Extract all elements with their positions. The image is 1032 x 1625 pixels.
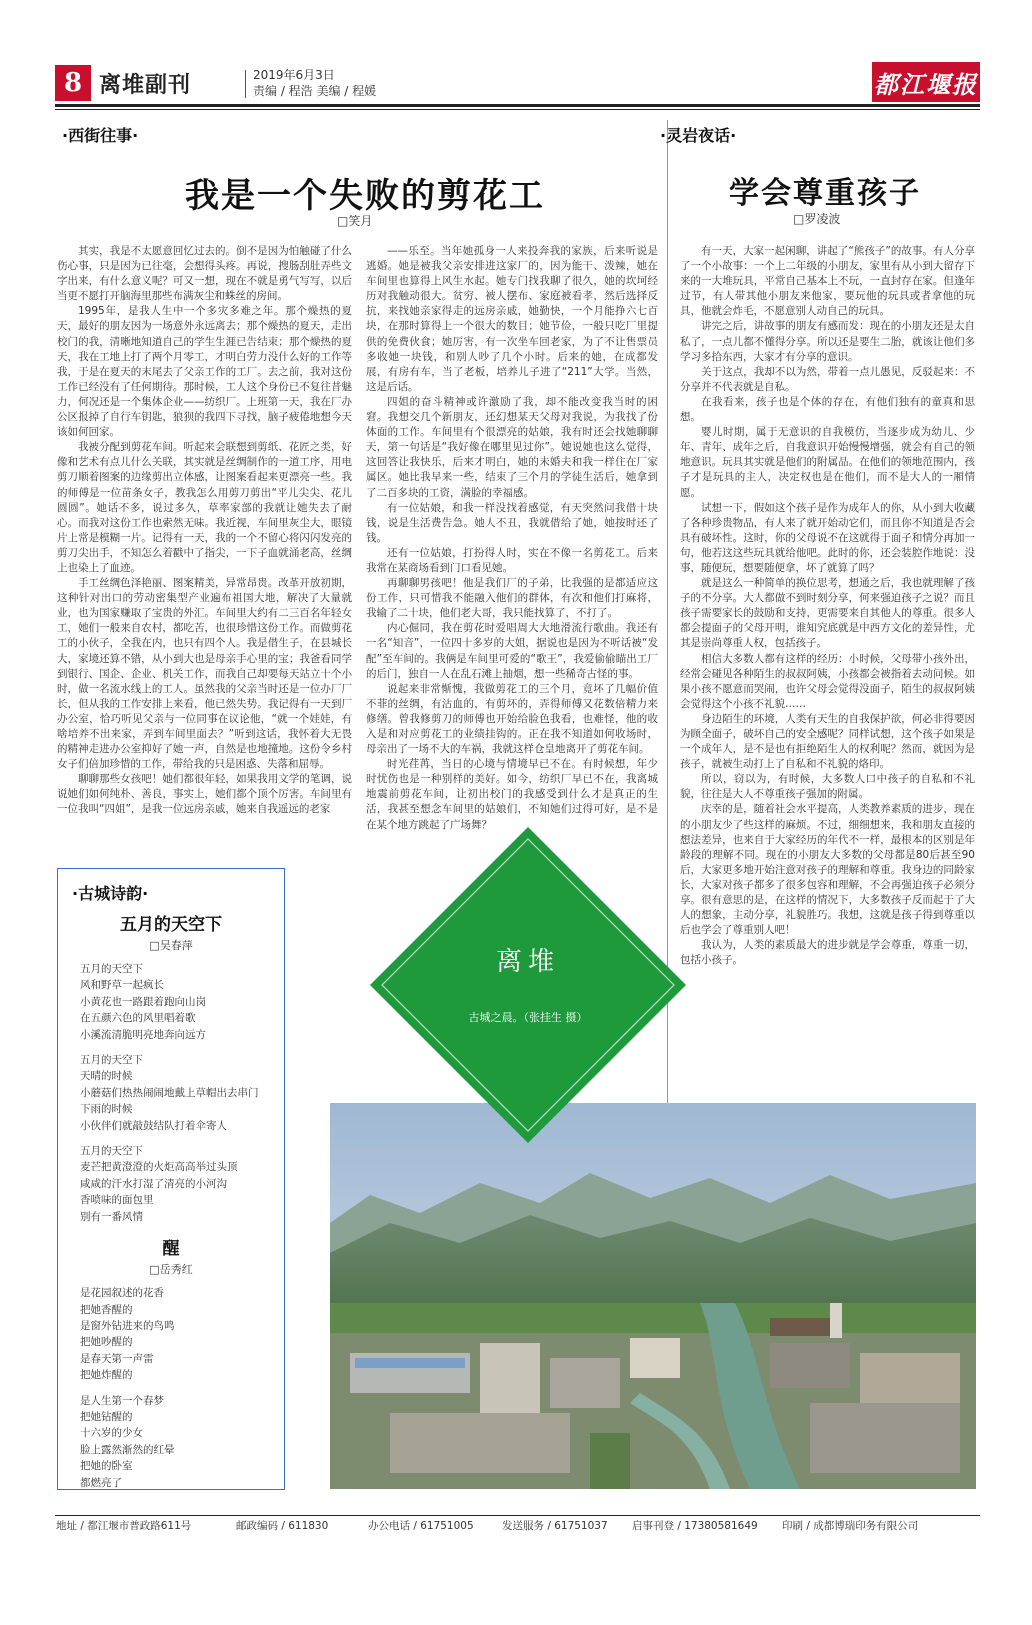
page-footer (56, 1518, 980, 1534)
footer-printer: 印刷 / 成都博瑞印务有限公司 (782, 1520, 919, 1532)
poem1-body (72, 961, 270, 1225)
column-tag-left: ·西街往事· (62, 126, 139, 145)
city-aerial-photo (330, 1103, 976, 1489)
article-paragraph: 有一天，大家一起闲聊，讲起了“熊孩子”的故事。有人分享了一个小故事：一个上二年级的小朋友，家里有从小到大留存下来的一大堆玩具，平常自己基本上不玩，一直封存在家。但逢年过节，有人带其他小朋友来他家，要玩他的玩具或者拿他的玩具，他就会炸毛，不愿意别人动自己的玩具。 (680, 245, 975, 318)
article-paragraph: 我被分配到剪花车间。听起来会联想到剪纸、花匠之类，好像和艺术有点儿什么关联，其实就是丝绸制作的一道工序，用电剪刀顺着图案的边缘剪出立体感，让图案看起来更漂亮一些。我的师傅是一位苗条女子，教我怎么用剪刀剪出“平儿尖尖、花儿圆圆”。她话不多，说过多久，草率家部的我就让她失去了耐心。而我对这份工作也索然无味。我近视，车间里灰尘大，眼镜片上常是模糊一片。记得有一天，我的一个不留心将闪闪发亮的剪刀尖出手，不知怎么着戳中了指尖，一下子血就涌老高，丝绸上也染上了血迹。 (57, 441, 352, 574)
article-paragraph: 身边陌生的环境，人类有天生的自我保护欲，何必非得要因为顾全面子，破坏自己的安全感呢？同样试想，这个孩子如果是一个成年人，是不是也有拒绝陌生人的权利呢？然而，就因为是孩子，就被生动打上了自私和不礼貌的烙印。 (680, 712, 975, 771)
poem-line: 五月的天空下 (80, 1054, 143, 1067)
poem-line: 麦芒把黄澄澄的火炬高高举过头顶 (80, 1161, 238, 1174)
article-paragraph: ——乐至。当年她孤身一人来投奔我的家族，后来听说是逃婚。她是被我父亲安排进这家厂的，因为能干、泼辣，她在车间里也算得上风生水起。她专门找我聊了很久，她的坎坷经历对我触动很大。贫穷、被人摆布、家庭被看孝，然后选择反抗，来找她亲家得走的远房亲戚，她勤快，一个月能挣六七百块，在那时算得上一个很大的数目；她节俭，一般只吃厂里提供的免费伙食；她厉害，有一次坐车回老家，为了不让售票员多收她一块钱，和别人吵了几个小时。后来的她，在成都发展，有房有车，当了老板，培养儿子进了“211”大学。当然，这是后话。 (366, 245, 658, 393)
poem2-body (72, 1285, 270, 1491)
poem2-author: □岳秀红 (149, 1263, 193, 1277)
city-aerial-illustration (330, 1103, 976, 1489)
poem-line: 把她的卧室 (80, 1460, 133, 1473)
poem-line: 是人生第一个春梦 (80, 1394, 164, 1407)
photo-caption: 古城之晨。（张挂生 摄） (468, 1011, 588, 1024)
article-paragraph: 再聊聊男孩吧！他是我们厂的子弟，比我强的是都适应这份工作，只可惜我不能融入他们的群体，有次和他们打麻将，我输了二十块，他们老大哥，我只能找算了，不打了。 (366, 577, 658, 620)
header-divider (245, 70, 246, 98)
article-paragraph: 在我看来，孩子也是个体的存在，有他们独有的童真和思想。 (680, 395, 975, 424)
article-paragraph: 1995年，是我人生中一个多灾多难之年。那个燥热的夏天，最好的朋友因为一场意外永远离去；那个燥热的夏天，走出校门的我，清晰地知道自己的学生生涯已告结束；那个燥热的夏天，我在工地上打了两个月零工，才明白劳力没什么好的工作等我，于是在夏天的末尾去了父亲工作的工厂。去之前，我对这份工作已经没有了任何期待。那时候，工人这个身份已不复往昔魅力，何况还是一个集体企业——纺织厂。上班第一天，我在厂办公区报掉了自行车钥匙，狼狈的我四下寻找，脑子疲倦地想今天该如何回家。 (57, 305, 352, 439)
article-paragraph: 有一位姑娘，和我一样没找着感觉，有天突然问我借十块钱，说是生活费告急。她人不丑，我就借给了她，她按时还了钱。 (366, 501, 658, 544)
poem-stanza (72, 961, 270, 1043)
poem-stanza (72, 1393, 270, 1491)
right-article-body (680, 244, 975, 1096)
newspaper-logo: 都江堰报 (872, 62, 980, 102)
poem-stanza (72, 1285, 270, 1383)
poem-line: 是春天第一声雷 (80, 1352, 154, 1365)
diamond-title: 离堆 (495, 947, 560, 977)
poem-box (57, 868, 285, 1490)
poem-line: 香喷味的面包里 (80, 1194, 154, 1207)
right-article-byline: □罗凌波 (793, 212, 841, 226)
right-article-title: 学会尊重孩子 (729, 176, 921, 211)
poem-line: 脸上露然渐然的红晕 (80, 1443, 175, 1456)
poem-line: 把她钻醒的 (80, 1410, 133, 1423)
lidui-diamond-emblem (368, 825, 688, 1145)
poem-line: 把她吵醒的 (80, 1336, 133, 1349)
page-header (55, 62, 980, 102)
poem2-title: 醒 (162, 1239, 180, 1260)
editors: 责编 / 程浩 美编 / 程媛 (253, 84, 377, 98)
article-paragraph: 我认为，人类的素质最大的进步就是学会尊重，尊重一切，包括小孩子。 (680, 939, 975, 967)
poem-line: 在五颜六色的风里唱着歌 (80, 1012, 196, 1025)
header-rule-thin (55, 109, 980, 110)
footer-address: 地址 / 都江堰市普政路611号 (56, 1520, 192, 1532)
article-paragraph: 内心倔同，我在剪花时爱唱周大大地滑流行歌曲。我还有一名“知音”，一位四十多岁的大姐，据说也是因为不听话被“发配”至车间的。我俩是车间里可爱的“歌王”，我爱偷偷瞄出工厂的后门，独自一人在乱石滩上抽烟，想一些稀奇古怪的事。 (366, 622, 658, 680)
article-paragraph: 庆幸的是，随着社会水平提高，人类教养素质的进步，现在的小朋友少了些这样的麻烦。不过，细细想来，我和朋友直接的想法差异，也来自于大家经历的年代不一样，最根本的区别是年龄段的理解不同。现在的小朋友大多数的父母都是80后甚至90后，大家更多地开始注意对孩子的理解和尊重。我身边的同龄家长，大家对孩子都多了很多包容和理解，不会再强迫孩子必须分享。很有意思的是，在这样的情况下，大多数孩子反而起于了大人的想象，主动分享，礼貌胜巧。我想，这就是孩子得到尊重以后也学会了尊重别人吧！ (680, 803, 975, 937)
article-paragraph: 婴儿时期，属于无意识的自我模仿，当逐步成为幼儿、少年、青年、成年之后，自我意识开始慢慢增强，就会有自己的领地意识。玩具其实就是他们的附属品。在他们的领地范围内，孩子才是玩具的主人，决定权也是在他们，而不是大人的一厢情愿。 (680, 426, 975, 499)
footer-office-phone: 办公电话 / 61751005 (368, 1520, 474, 1532)
article-paragraph: 就是这么一种简单的换位思考，想通之后，我也就理解了孩子的不分享。大人都做不到时刻分享，何来强迫孩子之说？而且孩子需要家长的鼓励和支持，更需要来自其他人的尊重。很多人都会提面子的父母开明，谁知究底就是中西方文化的差异性，尤其是崇尚尊重人权，包括孩子。 (680, 577, 975, 650)
section-name: 离堆副刊 (99, 73, 192, 98)
article-paragraph: 其实，我是不太愿意回忆过去的。倒不是因为怕触碰了什么伤心事，只是因为已往毫，会想得头疼。再说，搜肠刮肚弄些文字出来，有什么意义呢？可又一想，现在不就是勇气写写，以后当更不愿打开脑海里那些布满灰尘和蛛丝的房间。 (57, 245, 352, 303)
article-paragraph: 四姐的奋斗精神或许激励了我，却不能改变我当时的困窘。我想交几个新朋友，还幻想某天父母对我说，为我找了份体面的工作。车间里有个很漂亮的姑娘，我有时还会找她聊聊天，第一句话是“我好像在哪里见过你”。她说她也这么觉得，这回答让我快乐，后来才明白，她的未婚夫和我一样住在厂家属区。她比我早来一些，结束了三个月的学徒生活后，她拿到了二百多块的工资，满脸的幸福感。 (366, 395, 658, 499)
poem-line: 五月的天空下 (80, 1145, 143, 1158)
poem-line: 十六岁的少女 (80, 1427, 143, 1440)
page-number: 8 (55, 65, 91, 101)
poem-line: 都燃亮了 (80, 1476, 122, 1489)
issue-date: 2019年6月3日 (253, 68, 335, 82)
article-paragraph: 试想一下，假如这个孩子是作为成年人的你，从小到大收藏了各种珍贵物品，有人来了就开始动它们，而且你不知道是否会具有破坏性。这时，你的父母说不在这就得于面子和情分再加一句，他若这这些玩具就给他吧。此时的你，还会装腔作地说：没事，随便玩，想要随便拿，坏了就算了吗？ (680, 501, 975, 574)
left-article-byline: □笑月 (337, 214, 373, 228)
footer-rule (55, 1515, 980, 1516)
poem-line: 下雨的时候 (80, 1103, 133, 1116)
poem-line: 天晴的时候 (80, 1070, 133, 1083)
poem-line: 是窗外钻进来的鸟鸣 (80, 1319, 175, 1332)
article-paragraph: 时光荏苒，当日的心境与情境早已不在。有时候想，年少时忧伤也是一种别样的美好。如今，纺织厂早已不在，我离城地震前剪花车间，让初出校门的我感受到什么才是真正的生活，我甚至想念车间里的姑娘们，不知她们过得可好，是不是在某个地方跳起了广场舞？ (366, 758, 658, 831)
footer-postal: 邮政编码 / 611830 (236, 1520, 329, 1532)
poem-column-tag: ·古城诗韵· (72, 884, 149, 903)
poem-stanza (72, 1143, 270, 1225)
footer-ad-phone: 启事刊登 / 17380581649 (632, 1520, 758, 1532)
footer-distribution: 发送服务 / 61751037 (502, 1520, 608, 1532)
poem-line: 小黄花也一路跟着跑向山岗 (80, 995, 206, 1008)
article-paragraph: 说起来非常惭愧，我做剪花工的三个月，竟坏了几幅价值不菲的丝绸，有沾血的，有剪坏的，弄得师傅又花数倍精力来修缮。曾我修剪刀的师傅也开始给脸色我看，也难怪，他的收入是和对应剪花工的业绩挂钩的。正在我不知道如何收场时，母亲出了一场不大的车祸，我就这样仓皇地离开了剪花车间。 (366, 682, 658, 756)
left-article-column-1 (57, 244, 352, 844)
article-paragraph: 还有一位姑娘，打扮得人时，实在不像一名剪花工。后来我常在某商场看到门口看见她。 (366, 546, 658, 574)
poem-line: 风和野草一起疯长 (80, 979, 164, 992)
article-paragraph: 相信大多数人都有这样的经历：小时候，父母带小孩外出，经常会碰见各种陌生的叔叔阿姨，小孩都会被指着去动问候。如果小孩不愿意而哭闹，也许父母会觉得没面子，陌生的叔叔阿姨会觉得这个小孩不礼貌…… (680, 652, 975, 710)
left-article-column-2 (366, 244, 658, 844)
poem-line: 把她香醒的 (80, 1303, 133, 1316)
article-paragraph: 所以，窃以为，有时候，大多数人口中孩子的自私和不礼貌，往往是大人不尊重孩子强加的附属。 (680, 773, 975, 801)
poem-line: 小溪流清脆明亮地奔向远方 (80, 1028, 206, 1041)
article-paragraph: 关于这点，我却不以为然，带着一点儿愚见，反驳起来：不分享并不代表就是自私。 (680, 365, 975, 393)
column-tag-right: ·灵岩夜话· (660, 126, 737, 145)
poem1-author: □吴春萍 (149, 939, 193, 952)
poem-stanza (72, 1052, 270, 1134)
poem-line: 五月的天空下 (80, 963, 143, 975)
article-paragraph: 讲完之后，讲故事的朋友有感而发：现在的小朋友还是太自私了，一点儿都不懂得分享。所以还是要生二胎，就该让他们多学习多拾东西，大家才有分享的意识。 (680, 320, 975, 363)
article-paragraph: 手工丝绸色泽艳丽、图案精美，异常昂贵。改革开放初期，这种针对出口的劳动密集型产业遍布祖国大地，解决了大量就业，也为国家赚取了宝贵的外汇。车间里大约有二三百名年轻女工，她们一般来自农村，都吃苦，也很珍惜这份工作。而做剪花工的小伙子，全我在内，也只有四个人。我是借生子，在县城长大，家境还算不错，从小到大也是母亲手心里的宝；我爸看同学到银行、国企、企业、机关工作，而我自己却要每天站立十个小时，做一名流水线上的工人。虽然我的父亲当时还是一位办厂厂长，但从我的工作安排上来看，他已然失势。我记得有一天到厂办公室，恰巧听见父亲与一位同事在议论他，“就一个娃娃，有啥培养不出来家，弄到车间里面去？”听到这话，我怀着大无畏的精神走进办公室抑好了她一声，自然是也地撞地。这份令乡村女子们倍加珍惜的工作，带给我的只是困惑、失落和屈辱。 (57, 577, 352, 771)
poem1-title: 五月的天空下 (120, 915, 222, 935)
poem-line: 小伙伴们就敲鼓结队打着伞寄人 (80, 1119, 227, 1132)
diamond-shape (368, 825, 688, 1145)
left-article-title: 我是一个失败的剪花工 (185, 176, 545, 216)
poem-line: 是花园叙述的花香 (80, 1287, 164, 1300)
poem-line: 把她炸醒的 (80, 1369, 133, 1382)
poem-line: 咸咸的汗水打湿了清亮的小河沟 (80, 1177, 227, 1190)
poem-line: 别有一番风情 (80, 1210, 143, 1223)
poem-line: 小蘑菇们热热闹闹地戴上草帽出去串门 (80, 1086, 259, 1099)
header-rule (55, 104, 980, 107)
article-paragraph: 聊聊那些女孩吧！她们都很年轻，如果我用文学的笔调，说说她们如何纯朴、善良，事实上，她们都个顶个厉害。车间里有一位我叫“四姐”，是我一位远房亲戚，她来自我遥远的老家 (57, 773, 352, 816)
